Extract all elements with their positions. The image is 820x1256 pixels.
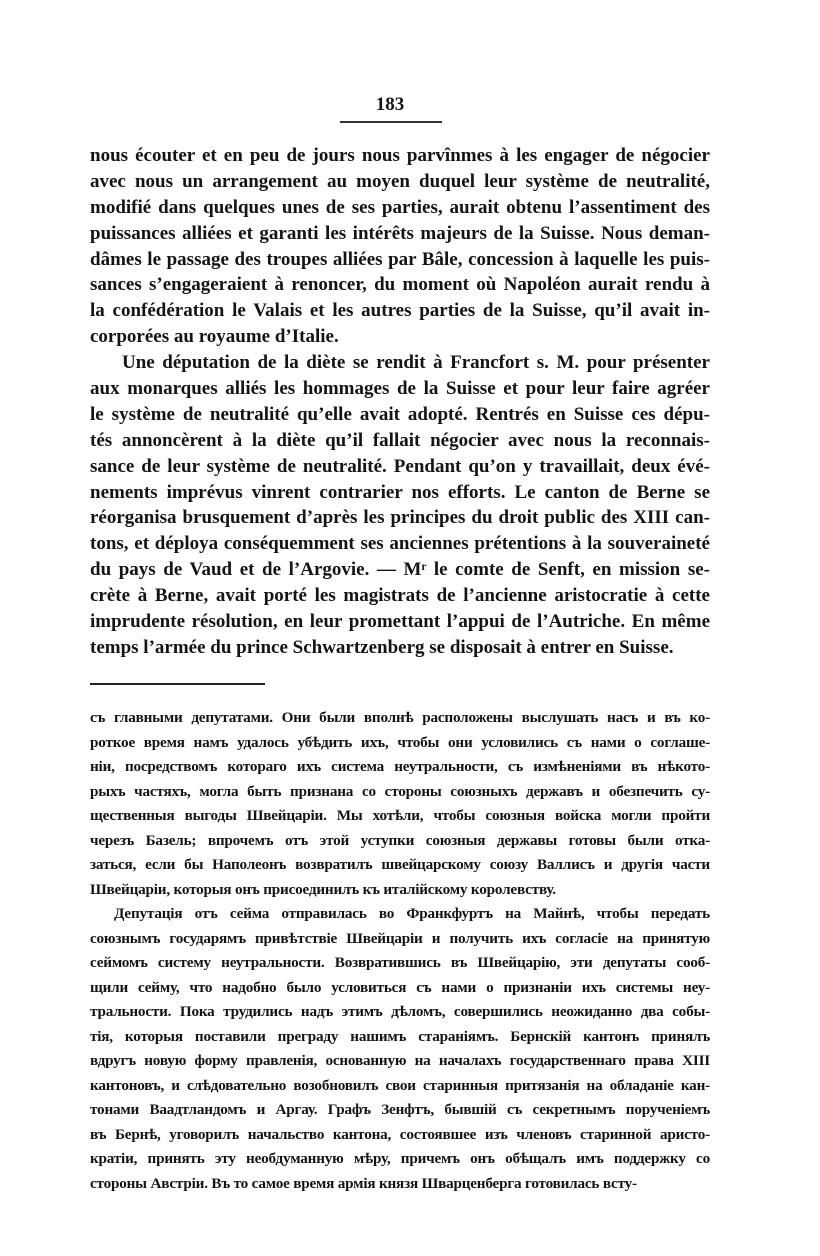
page-number-rule (340, 121, 442, 123)
text-line: corporées au royaume d’Italie. (90, 326, 339, 348)
text-line: тонами Ваадтландомъ и Аргау. Графъ Зенфтъ, бывшій съ секретнымъ порученіемъ (90, 1101, 710, 1118)
text-line: sances s’engageraient à renoncer, du moment où Napoléon aurait rendu à (90, 274, 710, 296)
text-line: Швейцаріи, которыя онъ присоединилъ къ италійскому королевству. (90, 880, 556, 898)
text-line: въ Бернѣ, уговорилъ начальство кантона, состоявшее изъ членовъ старинной аристо- (90, 1125, 710, 1143)
text-line: союзнымъ государямъ привѣтствіе Швейцаріи и получить ихъ согласіе на принятую (90, 929, 710, 947)
text-line: съ главными депутатами. Они были вполнѣ расположены выслушать насъ и въ ко- (90, 709, 710, 726)
paragraph (90, 143, 710, 350)
text-line: щили сейму, что надобно было условиться съ нами о признаніи ихъ системы неу- (90, 978, 710, 996)
page-number: 183 (375, 94, 405, 115)
text-line: crète à Berne, avait porté les magistrats de l’ancienne aristocratie à cette (90, 585, 710, 607)
text-line: кратіи, принять эту необдуманную мѣру, причемъ онъ обѣщалъ имъ поддержку со (90, 1150, 710, 1167)
text-line: роткое время намъ удалось убѣдить ихъ, чтобы они условились съ нами о соглаше- (90, 733, 710, 751)
text-line: la confédération le Valais et les autres parties de la Suisse, qu’il avait in- (90, 300, 710, 322)
text-line: стороны Австріи. Въ то самое время армія князя Шварценберга готовилась всту- (90, 1174, 637, 1192)
text-line: nous écouter et en peu de jours nous parvînmes à les engager de négocier (90, 145, 710, 166)
text-line: avec nous un arrangement au moyen duquel leur système de neutralité, (90, 170, 710, 192)
text-line: sance de leur système de neutralité. Pendant qu’on y travaillait, deux évé- (90, 455, 710, 477)
text-line: тральности. Пока трудились надъ этимъ дѣломъ, совершились неожиданно два собы- (90, 1003, 710, 1020)
text-line: aux monarques alliés les hommages de la Suisse et pour leur faire agréer (90, 378, 710, 400)
text-line: заться, если бы Наполеонъ возвратилъ швейцарскому союзу Валлисъ и другія части (90, 856, 710, 873)
footnote-divider (90, 683, 265, 685)
text-line: Депутація отъ сейма отправилась во Франкфуртъ на Майнѣ, чтобы передать (114, 905, 710, 922)
text-line: кантоновъ, и слѣдовательно возобновилъ свои старинныя притязанія на обладаніе кан- (90, 1076, 710, 1094)
text-line: dâmes le passage des troupes alliées par Bâle, concession à laquelle les puis- (90, 248, 710, 270)
text-line: рыхъ частяхъ, могла быть признана со стороны союзныхъ державъ и обезпечить су- (90, 782, 710, 800)
main-text (90, 143, 710, 661)
text-line: сеймомъ систему неутральности. Возвратившись въ Швейцарію, эти депутаты сооб- (90, 954, 710, 971)
text-line: modifié dans quelques unes de ses parties, aurait obtenu l’assentiment des (90, 196, 710, 218)
text-line: temps l’armée du prince Schwartzenberg se disposait à entrer en Suisse. (90, 636, 674, 658)
text-line: réorganisa brusquement d’après les principes du droit public des XIII can- (90, 507, 710, 529)
text-line: nements imprévus vinrent contrarier nos efforts. Le canton de Berne se (90, 481, 710, 503)
text-line: du pays de Vaud et de l’Argovie. — Mʳ le comte de Senft, en mission se- (90, 559, 710, 581)
text-line: вдругъ новую форму правленія, основанную на началахъ государственнаго права XIII (90, 1052, 710, 1069)
text-line: imprudente résolution, en leur promettant l’appui de l’Autriche. En même (90, 611, 710, 633)
footnote-paragraph (90, 706, 710, 902)
text-line: puissances alliées et garanti les intérêts majeurs de la Suisse. Nous deman- (90, 222, 710, 244)
text-line: черезъ Базель; впрочемъ отъ этой уступки союзныя державы готовы были отка- (90, 831, 710, 849)
footnote-paragraph (90, 902, 710, 1196)
text-line: tons, et déploya conséquemment ses anciennes prétentions à la souveraineté (90, 533, 710, 555)
footnote-text (90, 706, 710, 1196)
text-line: щественныя выгоды Швейцаріи. Мы хотѣли, чтобы союзныя войска могли пройти (90, 807, 710, 824)
text-line: Une députation de la diète se rendit à Francfort s. M. pour présenter (122, 352, 710, 374)
text-line: tés annoncèrent à la diète qu’il fallait négocier avec nous la reconnais- (90, 429, 710, 451)
paragraph (90, 350, 710, 661)
text-line: тія, которыя поставили преграду нашимъ стараніямъ. Бернскій кантонъ принялъ (90, 1027, 710, 1045)
text-line: ніи, посредствомъ котораго ихъ система неутральности, съ измѣненіями въ нѣкото- (90, 758, 710, 775)
text-line: le système de neutralité qu’elle avait adopté. Rentrés en Suisse ces dépu- (90, 403, 710, 425)
